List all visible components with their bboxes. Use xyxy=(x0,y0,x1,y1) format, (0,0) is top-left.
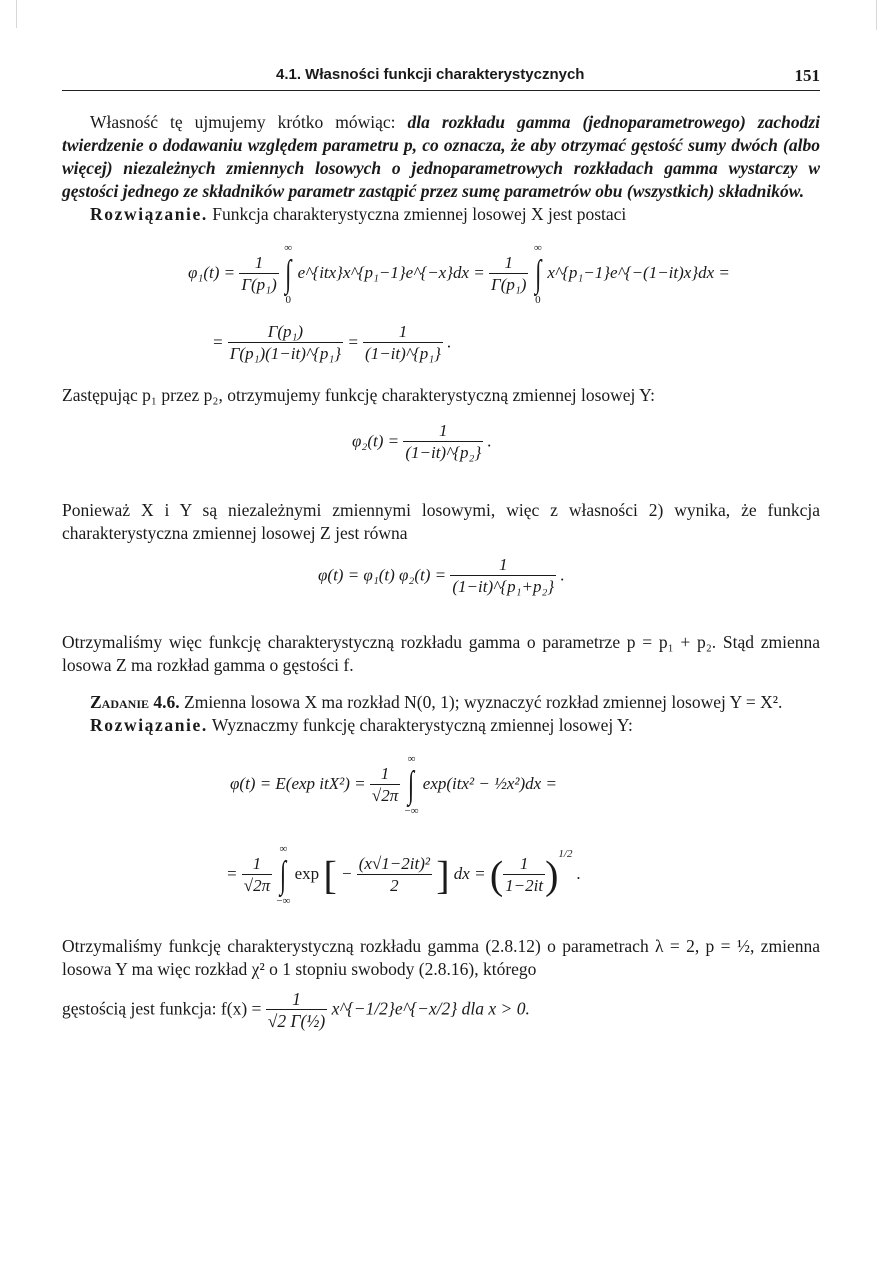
paragraph-substitution: Zastępując p₁ przez p₂, otrzymujemy funkcję charakterystyczną zmiennej losowej Y: xyxy=(62,385,656,405)
eq1-upper-2: ∞ xyxy=(533,242,542,254)
eq3-den: (1−it)^{p₁+p₂} xyxy=(452,577,555,596)
equation-phi1-line2 xyxy=(212,322,451,365)
exercise-text: Zmienna losowa X ma rozkład N(0, 1); wyznaczyć rozkład zmiennej losowej Y = X². xyxy=(179,692,783,712)
eq1-num2: Γ(p₁) xyxy=(228,322,343,343)
eq2-num: 1 xyxy=(403,421,483,442)
eq1-integral-1: ∞ ∫ 0 xyxy=(284,242,293,306)
eq1-upper-1: ∞ xyxy=(284,242,293,254)
exercise-label: Zadanie 4.6. xyxy=(90,692,180,712)
equation-phi1 xyxy=(62,226,820,376)
eq1-integral-2: ∞ ∫ 0 xyxy=(533,242,542,306)
eq1-integrand-2: x^{p₁−1}e^{−(1−it)x}dx = xyxy=(547,262,730,282)
eq3-end: . xyxy=(560,565,565,585)
eq1-line2-prefix: = xyxy=(212,332,224,352)
eq4-dx: dx = xyxy=(453,863,486,883)
eq1-fraction-2 xyxy=(489,253,528,296)
eq4-fraction xyxy=(370,764,400,807)
eq4-rhs-fraction xyxy=(503,854,545,897)
eq1-den3: (1−it)^{p₁} xyxy=(365,344,441,363)
eq4-rhs-num: 1 xyxy=(503,854,545,875)
page-edge-right xyxy=(876,0,877,30)
eq4-inner-num: (x√1−2it)² xyxy=(358,853,430,873)
eq3-lhs: φ(t) = φ₁(t) φ₂(t) = xyxy=(318,565,447,585)
eq4-lower-2: −∞ xyxy=(276,895,291,907)
paragraph-solution-2 xyxy=(62,714,820,737)
eq4-inner-fraction xyxy=(357,854,432,897)
solution-label-2: Rozwiązanie. xyxy=(90,715,208,735)
eq4-end: . xyxy=(576,863,581,883)
equation-chi-line1 xyxy=(230,751,557,819)
eq2-end: . xyxy=(487,431,492,451)
equation-phi xyxy=(62,545,820,625)
eq1-integrand-1: e^{itx}x^{p₁−1}e^{−x}dx = xyxy=(297,262,485,282)
page-edge-left xyxy=(16,0,17,28)
eq4-line2-prefix: = xyxy=(226,863,238,883)
eq1-fraction-3 xyxy=(228,322,343,365)
eq4-integral-1: ∞ ∫ −∞ xyxy=(404,753,419,817)
running-title: 4.1. Własności funkcji charakterystycznych xyxy=(276,66,585,83)
paragraph-exercise xyxy=(62,691,820,714)
density-line xyxy=(62,989,820,1032)
eq2-fraction xyxy=(403,421,483,464)
equation-phi1-line1 xyxy=(188,240,730,308)
solution-text-2: Wyznaczmy funkcję charakterystyczną zmiennej losowej Y: xyxy=(207,715,633,735)
left-bracket: [ xyxy=(323,852,337,898)
equation-phi-row xyxy=(318,555,565,598)
density-num: 1 xyxy=(266,989,327,1010)
eq4-upper-2: ∞ xyxy=(279,843,288,855)
paragraph-theorem xyxy=(62,111,820,203)
left-paren: ( xyxy=(489,852,504,898)
equation-chi xyxy=(62,737,820,933)
eq4-den: √2π xyxy=(371,785,399,805)
book-page xyxy=(62,58,820,1032)
equation-phi2 xyxy=(62,407,820,491)
eq4-power: 1/2 xyxy=(558,847,573,860)
paragraph-intro: Własność tę ujmujemy krótko mówiąc: xyxy=(90,112,408,132)
eq1-lower-1: 0 xyxy=(285,294,291,306)
eq1-num3: 1 xyxy=(363,322,443,343)
right-paren: ) xyxy=(545,852,559,898)
eq4-fraction-2 xyxy=(242,854,272,897)
eq1-fraction-4 xyxy=(363,322,443,365)
solution-text: Funkcja charakterystyczna zmiennej losowej X jest postaci xyxy=(207,204,627,224)
eq4-minus: − xyxy=(341,863,353,883)
paragraph-solution-1 xyxy=(62,203,820,226)
eq4-lhs: φ(t) = E(exp itX²) = xyxy=(230,773,366,793)
eq1-equals: = xyxy=(347,332,359,352)
density-den: √2 Γ(½) xyxy=(267,1011,326,1031)
eq1-den: Γ(p₁) xyxy=(241,274,277,294)
eq4-den2: √2π xyxy=(243,875,271,895)
eq4-lower-1: −∞ xyxy=(404,805,419,817)
density-suffix: x^{−1/2}e^{−x/2} dla x > 0. xyxy=(331,998,530,1019)
eq4-num: 1 xyxy=(370,764,400,785)
equation-phi2-row xyxy=(352,421,492,464)
equation-chi-line2 xyxy=(226,841,581,909)
eq4-exp: exp xyxy=(294,863,320,883)
paragraph-chi-square: Otrzymaliśmy funkcję charakterystyczną rozkładu gamma (2.8.12) o parametrach λ = 2, p = ½, zmienna losowa Y ma więc rozkład χ² o 1 stopniu swobody (2.8.16), którego xyxy=(62,936,820,979)
paragraph-gamma-result: Otrzymaliśmy więc funkcję charakterystyczną rozkładu gamma o parametrze p = p₁ + p₂. Stąd zmienna losowa Z ma rozkład gamma o gęstości f. xyxy=(62,632,820,675)
eq1-lower-2: 0 xyxy=(535,294,541,306)
eq4-integrand: exp(itx² − ½x²)dx = xyxy=(422,773,557,793)
page-body xyxy=(62,111,820,1032)
eq1-num: 1 xyxy=(239,253,278,274)
eq1-den2: Γ(p₁)(1−it)^{p₁} xyxy=(229,344,342,363)
eq2-lhs: φ₂(t) = xyxy=(352,431,400,451)
eq4-rhs-den: 1−2it xyxy=(505,875,544,895)
solution-label: Rozwiązanie. xyxy=(90,204,208,224)
theorem-statement: dla rozkładu gamma (jednoparametrowego) zachodzi twierdzenie o dodawaniu względem parametru p, co oznacza, że aby otrzymać gęstość sumy dwóch (albo więcej) niezależnych zmiennych losowych o jednoparametrowych rozkładach gamma wystarczy w gęstości jednego ze składników parametr zastąpić przez sumę parametrów obu (wszystkich) składników. xyxy=(62,112,821,201)
eq4-upper-1: ∞ xyxy=(407,753,416,765)
eq4-inner-den: 2 xyxy=(390,875,399,895)
eq3-fraction xyxy=(450,555,556,598)
right-bracket: ] xyxy=(436,852,450,898)
eq1-end: . xyxy=(447,332,452,352)
paragraph-independence: Ponieważ X i Y są niezależnymi zmiennymi losowymi, więc z własności 2) wynika, że funkcja charakterystyczna zmiennej losowej Z jest równa xyxy=(62,500,820,543)
density-prefix: gęstością jest funkcja: f(x) = xyxy=(62,998,262,1019)
page-number: 151 xyxy=(794,66,820,85)
eq1-fraction xyxy=(239,253,278,296)
eq1-lhs: φ₁(t) = xyxy=(188,262,236,282)
eq3-num: 1 xyxy=(450,555,556,576)
density-fraction xyxy=(266,989,327,1032)
eq1-den-b: Γ(p₁) xyxy=(491,274,527,294)
running-header xyxy=(62,58,820,91)
eq2-den: (1−it)^{p₂} xyxy=(405,443,482,462)
eq4-integral-2: ∞ ∫ −∞ xyxy=(276,843,291,907)
eq4-num2: 1 xyxy=(242,854,272,875)
eq1-num-b: 1 xyxy=(489,253,528,274)
